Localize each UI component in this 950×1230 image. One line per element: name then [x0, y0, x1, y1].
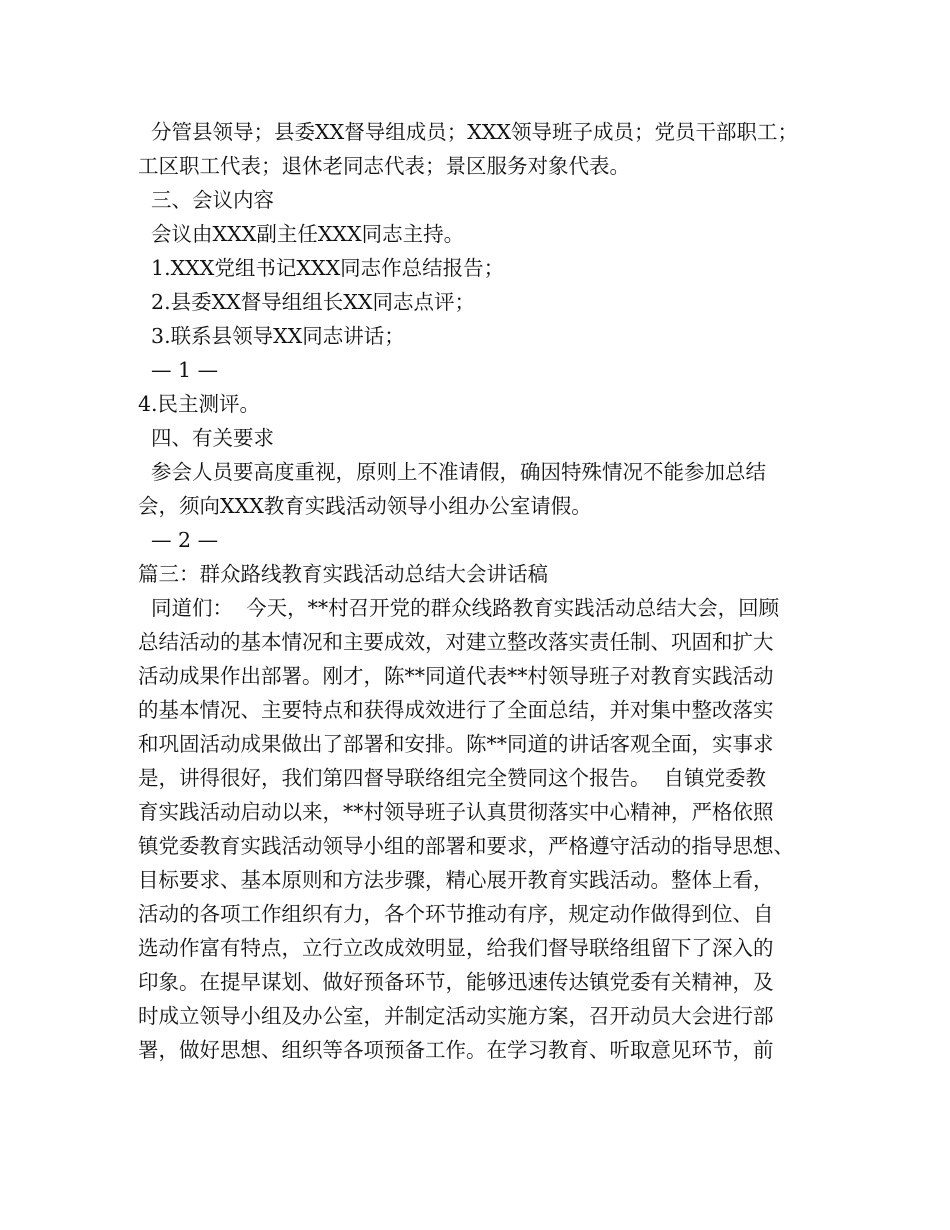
text-line: 活动成果作出部署。刚才，陈**同道代表**村领导班子对教育实践活动: [138, 664, 774, 688]
page-number: — 1 —: [138, 358, 219, 382]
page-number: — 2 —: [138, 528, 219, 552]
list-item: 4.民主测评。: [138, 392, 261, 416]
text-line: 镇党委教育实践活动领导小组的部署和要求，严格遵守活动的指导思想、: [138, 834, 794, 858]
text-line: 和巩固活动成果做出了部署和安排。陈**同道的讲话客观全面，实事求: [138, 732, 774, 756]
text-line: 总结活动的基本情况和主要成效，对建立整改落实责任制、巩固和扩大: [138, 630, 774, 654]
list-item: 1.XXX党组书记XXX同志作总结报告；: [138, 256, 505, 280]
text-line: 的基本情况、主要特点和获得成效进行了全面总结，并对集中整改落实: [138, 698, 774, 722]
text-line: 署，做好思想、组织等各项预备工作。在学习教育、听取意见环节，前: [138, 1038, 774, 1062]
article-title: 篇三：群众路线教育实践活动总结大会讲话稿: [138, 562, 548, 586]
text-line: 活动的各项工作组织有力，各个环节推动有序，规定动作做得到位、自: [138, 902, 774, 926]
text-line: 选动作富有特点，立行立改成效明显，给我们督导联络组留下了深入的: [138, 936, 774, 960]
text-line: 工区职工代表；退休老同志代表；景区服务对象代表。: [138, 154, 630, 178]
text-line: 是，讲得很好，我们第四督导联络组完全赞同这个报告。 自镇党委教: [138, 766, 767, 790]
section-heading: 四、有关要求: [138, 426, 275, 450]
text-line: 印象。在提早谋划、做好预备环节，能够迅速传达镇党委有关精神，及: [138, 970, 774, 994]
section-heading: 三、会议内容: [138, 188, 275, 212]
text-line: 目标要求、基本原则和方法步骤，精心展开教育实践活动。整体上看，: [138, 868, 774, 892]
document-body: [138, 115, 828, 1067]
list-item: 2.县委XX督导组组长XX同志点评；: [138, 290, 475, 314]
text-line: 分管县领导；县委XX督导组成员；XXX领导班子成员；党员干部职工；: [138, 120, 799, 144]
text-line: 参会人员要高度重视，原则上不准请假，确因特殊情况不能参加总结: [138, 460, 767, 484]
text-line: 会议由XXX副主任XXX同志主持。: [138, 222, 465, 246]
list-item: 3.联系县领导XX同志讲话；: [138, 324, 405, 348]
text-line: 同道们： 今天，**村召开党的群众线路教育实践活动总结大会，回顾: [138, 596, 780, 620]
text-line: 会，须向XXX教育实践活动领导小组办公室请假。: [138, 494, 592, 518]
text-line: 育实践活动启动以来，**村领导班子认真贯彻落实中心精神，严格依照: [138, 800, 774, 824]
text-line: 时成立领导小组及办公室，并制定活动实施方案，召开动员大会进行部: [138, 1004, 774, 1028]
